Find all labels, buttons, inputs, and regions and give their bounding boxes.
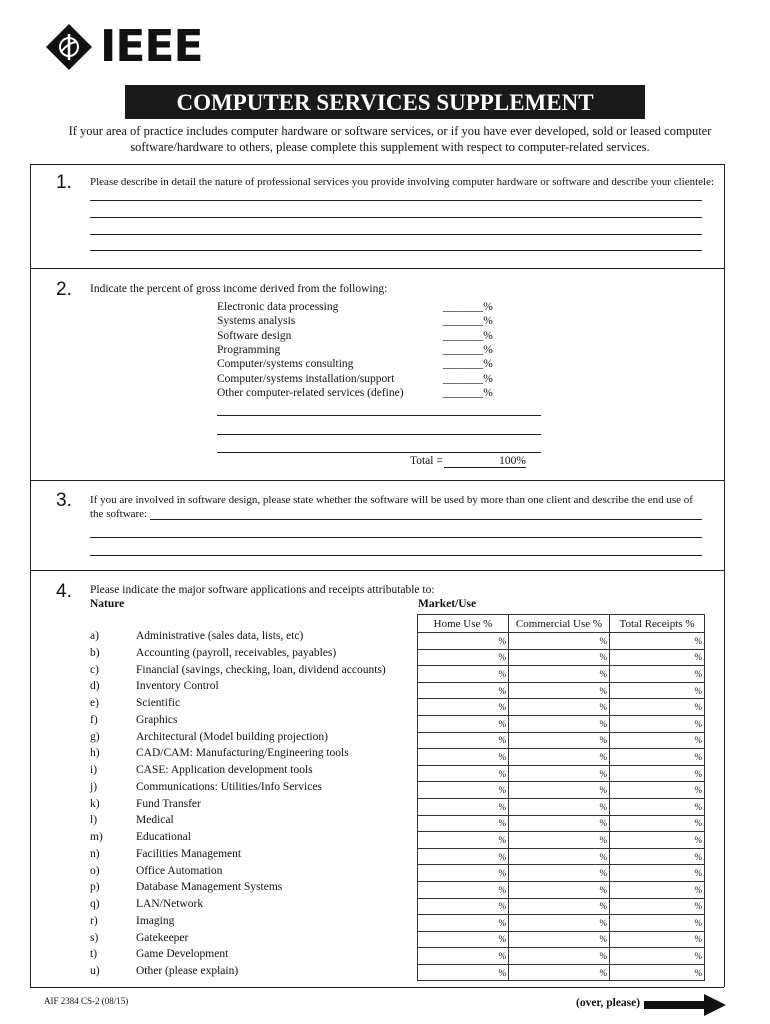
application-label: Database Management Systems [136, 881, 283, 894]
ieee-logo [44, 22, 203, 72]
percent-cell[interactable]: % [509, 898, 610, 915]
page-title: COMPUTER SERVICES SUPPLEMENT [125, 85, 645, 119]
answer-line[interactable] [90, 555, 702, 556]
table-row [418, 832, 705, 849]
percent-cell[interactable]: % [418, 798, 509, 815]
percent-cell[interactable]: % [610, 765, 705, 782]
percent-cell[interactable]: % [418, 682, 509, 699]
income-item-label: Programming [217, 343, 281, 356]
percent-cell[interactable]: % [509, 715, 610, 732]
percent-cell[interactable]: % [509, 649, 610, 666]
application-label: Gatekeeper [136, 931, 189, 944]
percent-cell[interactable]: % [418, 881, 509, 898]
income-item-label: Other computer-related services (define) [217, 386, 404, 399]
table-row [418, 815, 705, 832]
market-use-table [417, 614, 705, 981]
section-3-number: 3. [56, 490, 72, 511]
arrow-right-icon [644, 992, 728, 1018]
frame-left [30, 164, 31, 987]
percent-cell[interactable]: % [509, 915, 610, 932]
nature-label: Nature [90, 598, 125, 610]
percent-cell[interactable]: % [509, 633, 610, 650]
application-letter: t) [90, 948, 98, 961]
application-label: Financial (savings, checking, loan, dividend accounts) [136, 663, 386, 676]
section-2-number: 2. [56, 279, 72, 300]
application-letter: j) [90, 780, 98, 793]
percent-cell[interactable]: % [418, 633, 509, 650]
percent-cell[interactable]: % [418, 865, 509, 882]
section-divider [30, 480, 724, 481]
percent-cell[interactable]: % [610, 749, 705, 766]
table-row [418, 699, 705, 716]
application-letter: p) [90, 881, 100, 894]
percent-cell[interactable]: % [610, 948, 705, 965]
answer-line[interactable] [90, 200, 702, 201]
table-row [418, 666, 705, 683]
percent-cell[interactable]: % [610, 649, 705, 666]
table-row [418, 898, 705, 915]
percent-cell[interactable]: % [610, 732, 705, 749]
table-row [418, 732, 705, 749]
income-percent-field[interactable]: _______% [443, 301, 493, 313]
percent-cell[interactable]: % [610, 666, 705, 683]
percent-cell[interactable]: % [509, 749, 610, 766]
section-divider [30, 268, 724, 269]
application-letter: r) [90, 914, 98, 927]
table-row [418, 749, 705, 766]
income-item-label: Computer/systems installation/support [217, 372, 395, 385]
frame-top [30, 164, 724, 165]
percent-cell[interactable]: % [418, 948, 509, 965]
answer-line[interactable] [90, 250, 702, 251]
percent-cell[interactable]: % [610, 832, 705, 849]
application-letter: q) [90, 898, 100, 910]
percent-cell[interactable]: % [610, 815, 705, 832]
ieee-diamond-icon [44, 22, 94, 72]
frame-right [724, 164, 725, 987]
percent-cell[interactable]: % [509, 798, 610, 815]
percent-cell[interactable]: % [418, 964, 509, 981]
income-percent-field[interactable]: _______% [443, 343, 493, 356]
table-header-row [418, 615, 705, 633]
application-label: Office Automation [136, 864, 223, 877]
percent-cell[interactable]: % [418, 715, 509, 732]
section-4-question: Please indicate the major software applications and receipts attributable to: [90, 584, 435, 596]
percent-cell[interactable]: % [509, 865, 610, 882]
application-label: Game Development [136, 948, 229, 961]
table-row [418, 765, 705, 782]
application-label: Administrative (sales data, lists, etc) [136, 630, 304, 642]
table-row [418, 931, 705, 948]
column-header: Commercial Use % [509, 615, 610, 633]
percent-cell[interactable]: % [610, 964, 705, 981]
define-line[interactable] [217, 415, 541, 416]
application-label: Graphics [136, 713, 178, 726]
application-letter: k) [90, 797, 100, 810]
percent-cell[interactable]: % [610, 715, 705, 732]
percent-cell[interactable]: % [418, 915, 509, 932]
application-label: Accounting (payroll, receivables, payables) [136, 646, 337, 659]
total-value: 100% [444, 455, 526, 468]
answer-line[interactable] [90, 537, 702, 538]
percent-cell[interactable]: % [509, 948, 610, 965]
answer-line[interactable] [90, 217, 702, 218]
over-please-label: (over, please) [576, 997, 641, 1009]
answer-line[interactable] [90, 234, 702, 235]
application-letter: g) [90, 730, 100, 743]
section-divider [30, 570, 724, 571]
percent-cell[interactable]: % [418, 765, 509, 782]
logo-wordmark: IEEE [100, 21, 203, 72]
application-label: CAD/CAM: Manufacturing/Engineering tools [136, 747, 349, 760]
application-label: Scientific [136, 697, 181, 709]
percent-cell[interactable]: % [418, 649, 509, 666]
table-row [418, 881, 705, 898]
income-percent-field[interactable]: _______% [443, 386, 493, 399]
percent-cell[interactable]: % [509, 782, 610, 799]
application-label: Inventory Control [136, 680, 219, 693]
percent-cell[interactable]: % [610, 931, 705, 948]
income-percent-field[interactable]: _______% [443, 358, 493, 371]
percent-cell[interactable]: % [509, 666, 610, 683]
percent-cell[interactable]: % [418, 732, 509, 749]
percent-cell[interactable]: % [610, 798, 705, 815]
table-row [418, 798, 705, 815]
application-letter: e) [90, 697, 99, 709]
intro-text: If your area of practice includes computer hardware or software services, or if you have ever developed, sold or leased computer software/hardware to others, please complete this supplement with respect to computer-related services. [68, 124, 712, 154]
column-header: Total Receipts % [610, 615, 705, 633]
table-row [418, 633, 705, 650]
percent-cell[interactable]: % [509, 732, 610, 749]
percent-cell[interactable]: % [610, 848, 705, 865]
table-row [418, 848, 705, 865]
percent-cell[interactable]: % [418, 782, 509, 799]
table-row [418, 948, 705, 965]
market-use-label: Market/Use [418, 598, 477, 610]
form-code: AIF 2384 CS-2 (08/15) [44, 996, 129, 1006]
application-label: Facilities Management [136, 847, 242, 860]
application-letter: l) [90, 814, 98, 827]
application-letter: c) [90, 663, 99, 676]
table-row [418, 865, 705, 882]
percent-cell[interactable]: % [610, 699, 705, 716]
income-item-label: Computer/systems consulting [217, 358, 354, 371]
percent-cell[interactable]: % [418, 898, 509, 915]
section-2-question: Indicate the percent of gross income derived from the following: [90, 283, 388, 295]
application-label: Other (please explain) [136, 965, 239, 977]
percent-cell[interactable]: % [509, 832, 610, 849]
application-letter: i) [90, 764, 98, 776]
section-1-question: Please describe in detail the nature of professional services you provide involving computer hardware or software and describe your clientele: [90, 176, 715, 188]
percent-cell[interactable]: % [509, 765, 610, 782]
frame-bottom [30, 987, 724, 988]
percent-cell[interactable]: % [509, 815, 610, 832]
section-3-question-cont: the software: [90, 508, 148, 520]
application-letter: a) [90, 630, 99, 642]
section-1-number: 1. [56, 172, 72, 193]
percent-cell[interactable]: % [610, 898, 705, 915]
table-row [418, 915, 705, 932]
percent-cell[interactable]: % [509, 881, 610, 898]
percent-cell[interactable]: % [418, 848, 509, 865]
income-item-label: Electronic data processing [217, 301, 339, 313]
percent-cell[interactable]: % [418, 666, 509, 683]
table-row [418, 782, 705, 799]
percent-cell[interactable]: % [509, 682, 610, 699]
define-line[interactable] [217, 452, 541, 453]
table-row [418, 682, 705, 699]
column-header: Home Use % [418, 615, 509, 633]
application-letter: u) [90, 965, 100, 977]
percent-cell[interactable]: % [610, 915, 705, 932]
application-letter: m) [90, 831, 103, 843]
application-letter: d) [90, 680, 100, 693]
total-label: Total = [410, 455, 443, 467]
percent-cell[interactable]: % [418, 749, 509, 766]
application-label: Fund Transfer [136, 797, 201, 810]
income-item-label: Systems analysis [217, 315, 296, 328]
income-percent-field[interactable]: _______% [443, 315, 493, 328]
percent-cell[interactable]: % [610, 782, 705, 799]
table-row [418, 715, 705, 732]
application-label: LAN/Network [136, 898, 204, 910]
percent-cell[interactable]: % [418, 815, 509, 832]
percent-cell[interactable]: % [418, 931, 509, 948]
application-letter: f) [90, 713, 98, 726]
table-row [418, 649, 705, 666]
percent-cell[interactable]: % [418, 699, 509, 716]
percent-cell[interactable]: % [418, 832, 509, 849]
define-line[interactable] [217, 434, 541, 435]
application-letter: s) [90, 931, 99, 944]
income-percent-field[interactable]: _______% [443, 372, 493, 385]
application-letter: h) [90, 747, 100, 760]
percent-cell[interactable]: % [610, 682, 705, 699]
section-4-number: 4. [56, 581, 72, 602]
income-item-label: Software design [217, 329, 292, 342]
percent-cell[interactable]: % [509, 964, 610, 981]
application-letter: b) [90, 646, 100, 659]
percent-cell[interactable]: % [509, 931, 610, 948]
table-row [418, 964, 705, 981]
percent-cell[interactable]: % [610, 865, 705, 882]
percent-cell[interactable]: % [610, 633, 705, 650]
application-label: Communications: Utilities/Info Services [136, 780, 322, 793]
answer-line[interactable] [150, 519, 702, 520]
application-label: Educational [136, 831, 191, 843]
application-letter: o) [90, 864, 100, 877]
income-percent-field[interactable]: _______% [443, 329, 493, 342]
section-3-question: If you are involved in software design, please state whether the software will be used by more than one client and describe the end use of [90, 494, 693, 506]
application-label: Medical [136, 814, 174, 827]
application-letter: n) [90, 847, 100, 860]
application-label: CASE: Application development tools [136, 764, 313, 776]
application-label: Architectural (Model building projection) [136, 730, 328, 743]
percent-cell[interactable]: % [509, 699, 610, 716]
application-label: Imaging [136, 914, 175, 927]
percent-cell[interactable]: % [509, 848, 610, 865]
percent-cell[interactable]: % [610, 881, 705, 898]
